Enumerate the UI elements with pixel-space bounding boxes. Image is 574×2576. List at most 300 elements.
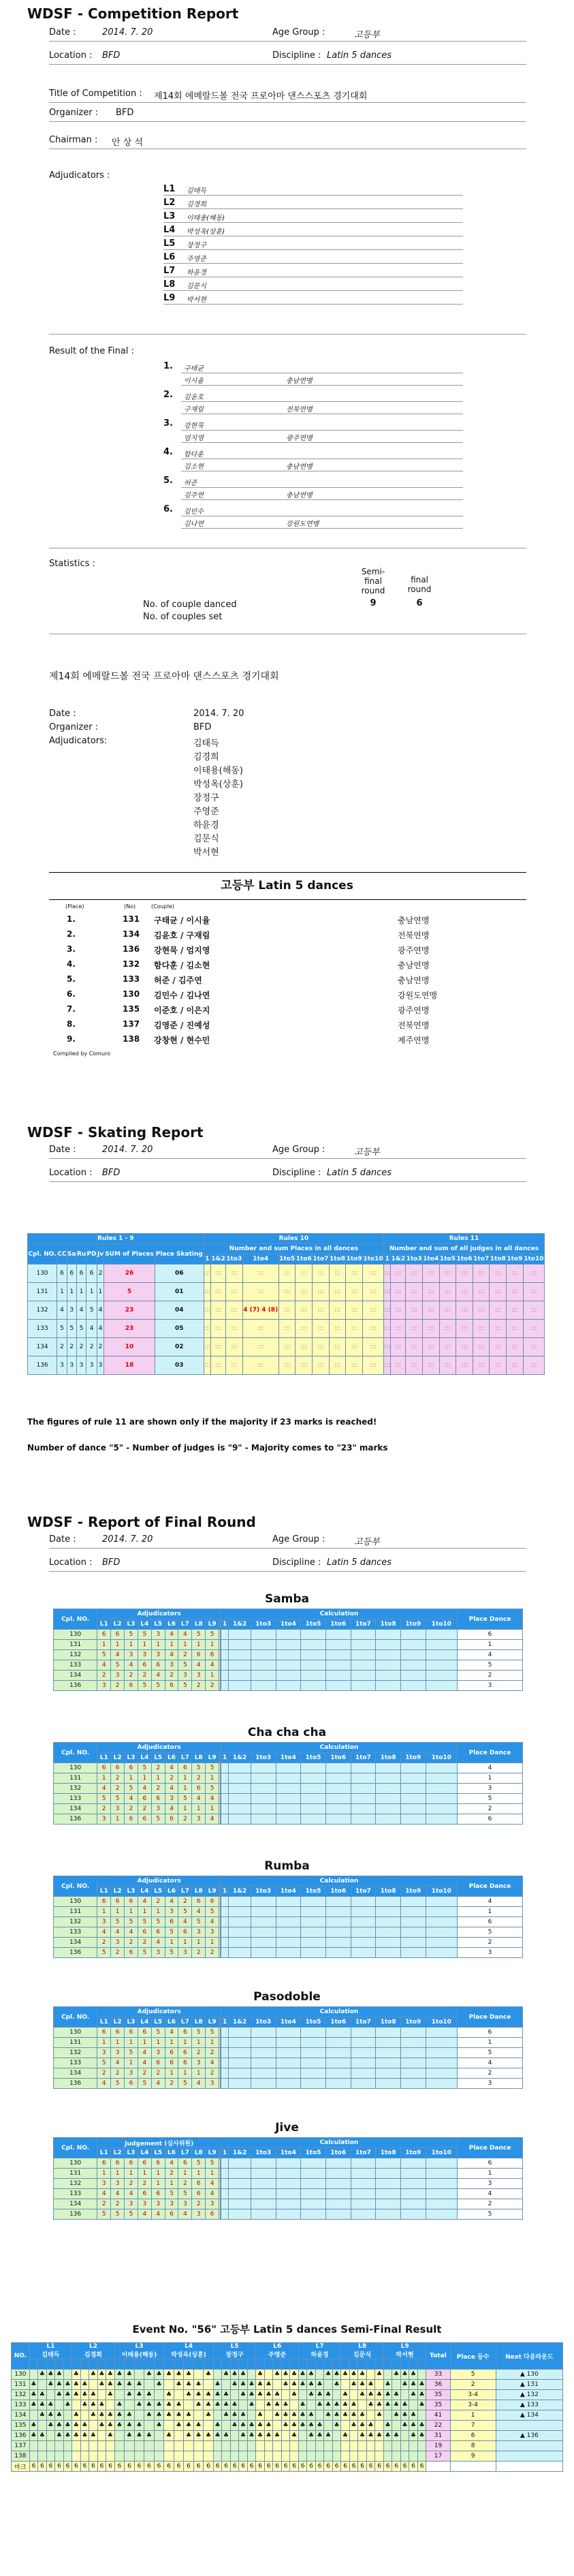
dance-table: [53, 1609, 523, 1691]
semi-footer-count: 6: [247, 2462, 256, 2472]
dance-sub-header: [144, 2359, 155, 2370]
semi-mark: [63, 2441, 72, 2451]
calc-cell: [301, 2189, 326, 2199]
adjudicator-row: [163, 292, 463, 305]
calculation-header: Calculation: [221, 2138, 458, 2148]
semi-mark: ♣: [204, 2400, 214, 2410]
semi-footer-count: 6: [204, 2462, 214, 2472]
rule10-cell: :::: [346, 1301, 363, 1320]
calc-cell: [351, 2189, 376, 2199]
calc-cell: [325, 1907, 351, 1917]
dance-place: 4: [97, 1301, 103, 1320]
calc-cell: [426, 2058, 457, 2068]
semi-mark: ♣: [247, 2421, 256, 2431]
calc-cell: [251, 1948, 276, 1958]
calc-cell: [426, 1794, 457, 1804]
dance-place: 4: [86, 1320, 97, 1338]
semi-mark: [264, 2451, 273, 2462]
place-dance: 6: [457, 1630, 522, 1640]
calc-cell: [276, 1907, 301, 1917]
calc-cell: [301, 1897, 326, 1907]
judge-mark: 2: [206, 2048, 219, 2058]
semi-mark: ♣: [358, 2390, 367, 2400]
semi-mark: ♣: [204, 2431, 214, 2441]
semi-mark: [247, 2441, 256, 2451]
rule10-cell: :::: [296, 1301, 313, 1320]
semi-mark: [134, 2451, 144, 2462]
semi-mark: ♣: [281, 2400, 290, 2410]
total-header: Total: [426, 2343, 450, 2370]
judge-col-header: L4: [138, 1619, 151, 1630]
calc-col-header: 1to9: [400, 2148, 426, 2158]
semi-mark: ♣: [349, 2410, 358, 2421]
calc-cell: [301, 1804, 326, 1814]
dance-sub-header: [63, 2359, 72, 2370]
semi-mark: [154, 2431, 164, 2441]
calc-cell: [229, 1681, 251, 1691]
judge-mark: 5: [111, 1917, 125, 1927]
calc-col-header: 1to5: [439, 1254, 456, 1264]
judge-col-header: L6: [165, 1619, 178, 1630]
semi-mark: ♣: [46, 2421, 55, 2431]
calc-col-header: 1to3: [251, 2148, 276, 2158]
summary-adjudicator: 장정구: [193, 793, 219, 803]
calc-cell: [221, 1640, 229, 1650]
semi-mark: ♣: [417, 2431, 426, 2441]
judge-name: 김문식: [353, 2352, 372, 2359]
calc-col-header: 1to4: [276, 1753, 301, 1763]
judge-mark: 3: [97, 2048, 111, 2058]
judge-mark: 2: [178, 1650, 192, 1660]
competition-report: [0, 0, 574, 906]
semi-mark: ♣: [222, 2370, 231, 2380]
semi-mark: [290, 2451, 299, 2462]
rule10-cell: :::: [362, 1338, 383, 1356]
calc-col-header: 1to3: [251, 2017, 276, 2028]
semi-mark: [281, 2390, 290, 2400]
semi-mark: ♣: [409, 2390, 418, 2400]
judge-mark: 2: [97, 1804, 111, 1814]
semi-mark: ♣: [114, 2370, 125, 2380]
calc-cell: [221, 1814, 229, 1825]
judge-mark: 1: [178, 1938, 192, 1948]
dance-sub-header: [281, 2359, 290, 2370]
calc-cell: [325, 2199, 351, 2209]
result-place: 2.: [163, 390, 173, 400]
calc-cell: [251, 1897, 276, 1907]
cpl-no: 136: [54, 1948, 97, 1958]
rule11-cell: :::: [391, 1320, 406, 1338]
dance-sub-header: [55, 2359, 64, 2370]
calc-cell: [325, 2179, 351, 2189]
dance-place: 3: [67, 1301, 76, 1320]
calc-cell: [301, 2199, 326, 2209]
semi-mark: ♣: [38, 2410, 47, 2421]
judge-mark: 5: [97, 1650, 111, 1660]
calc-col-header: 1&2: [229, 1887, 251, 1897]
rule11-cell: :::: [422, 1283, 439, 1301]
date-label: Date :: [49, 27, 76, 37]
calc-cell: [251, 1938, 276, 1948]
dance-table: [53, 1742, 523, 1825]
semi-mark: [375, 2451, 384, 2462]
rule11-cell: :::: [473, 1320, 490, 1338]
semi-mark: [247, 2370, 256, 2380]
dance-place: 2: [57, 1338, 67, 1356]
judge-mark: 2: [111, 1948, 125, 1958]
judge-mark: 6: [165, 1681, 178, 1691]
semi-next: ▲ 136: [496, 2431, 562, 2441]
semi-mark: [273, 2421, 282, 2431]
semi-footer-count: 6: [366, 2462, 375, 2472]
rule11-cell: :::: [507, 1283, 524, 1301]
calc-cell: [400, 1814, 426, 1825]
judge-mark: 5: [151, 1814, 165, 1825]
judge-mark: 1: [151, 2038, 165, 2048]
rule11-cell: :::: [490, 1356, 507, 1375]
calc-cell: [221, 2209, 229, 2220]
rule10-cell: :::: [296, 1356, 313, 1375]
adjudicator-name: 김문식: [187, 283, 206, 290]
dance-place: 1: [76, 1283, 86, 1301]
judge-header: [72, 2343, 115, 2359]
judge-mark: 3: [138, 2199, 151, 2209]
semi-footer-count: 6: [324, 2462, 333, 2472]
dance-sub-header: [298, 2359, 307, 2370]
dance-sub-header: [97, 2359, 106, 2370]
judge-mark: 5: [178, 2079, 192, 2089]
summary-region: 전북연맹: [398, 931, 430, 940]
semi-mark: [174, 2451, 184, 2462]
calc-cell: [400, 2058, 426, 2068]
dance-sub-header: [307, 2359, 316, 2370]
place-dance: 5: [457, 1794, 522, 1804]
judge-col-header: L6: [165, 1753, 178, 1763]
semi-mark: [409, 2441, 418, 2451]
semi-mark: [63, 2370, 72, 2380]
rule10-cell: :::: [242, 1320, 278, 1338]
semi-mark: ♣: [184, 2380, 194, 2390]
semi-mark: [222, 2441, 231, 2451]
calc-cell: [251, 1917, 276, 1927]
calc-cell: [351, 2199, 376, 2209]
cpl-no: 131: [28, 1283, 57, 1301]
calc-cell: [400, 2048, 426, 2058]
calc-cell: [301, 1671, 326, 1681]
calc-cell: [426, 1814, 457, 1825]
semi-mark: [164, 2380, 174, 2390]
calc-cell: [325, 2068, 351, 2079]
semi-mark: ♣: [324, 2410, 333, 2421]
semi-mark: [213, 2410, 222, 2421]
calc-cell: [426, 1907, 457, 1917]
semi-mark: [38, 2380, 47, 2390]
judge-mark: 4: [206, 1917, 219, 1927]
dance-sub-header: [106, 2359, 115, 2370]
place-skating: 05: [155, 1320, 204, 1338]
semi-mark: [174, 2390, 184, 2400]
judge-col-header: L8: [192, 2148, 206, 2158]
semi-mark: ♣: [213, 2421, 222, 2431]
calc-cell: [351, 2068, 376, 2079]
summary-couple: 구태균 / 이시율: [154, 916, 210, 925]
rule10-cell: :::: [329, 1320, 346, 1338]
semi-footer-count: 6: [213, 2462, 222, 2472]
semi-mark: [383, 2451, 392, 2462]
semi-mark: [290, 2441, 299, 2451]
semi-mark: ♣: [29, 2421, 38, 2431]
rule10-cell: :::: [296, 1320, 313, 1338]
calc-cell: [325, 2079, 351, 2089]
calc-cell: [325, 1671, 351, 1681]
semi-mark: ♣: [134, 2421, 144, 2431]
semi-mark: ♣: [409, 2380, 418, 2390]
dance-place: 1: [86, 1283, 97, 1301]
judge-mark: 5: [125, 1917, 138, 1927]
calc-cell: [251, 2158, 276, 2169]
calc-col-header: 1to9: [400, 1753, 426, 1763]
calc-col-header: 1to10: [426, 1619, 457, 1630]
semi-mark: ♣: [222, 2400, 231, 2410]
dance-sub-header: [383, 2359, 392, 2370]
calc-cell: [229, 1948, 251, 1958]
judge-col-header: L2: [111, 2148, 125, 2158]
semi-mark: [392, 2441, 401, 2451]
semi-mark: [222, 2380, 231, 2390]
rule11-cell: :::: [391, 1338, 406, 1356]
judge-mark: 6: [165, 2058, 178, 2068]
calc-cell: [376, 2199, 401, 2209]
judge-mark: 6: [97, 1630, 111, 1640]
semi-mark: ♣: [106, 2410, 115, 2421]
semi-mark: [46, 2451, 55, 2462]
semi-mark: ♣: [38, 2390, 47, 2400]
semi-mark: ♣: [46, 2410, 55, 2421]
semi-mark: [134, 2370, 144, 2380]
judge-mark: 4: [206, 1794, 219, 1804]
adjudicator-name: 박성옥(상훈): [187, 228, 225, 236]
semi-place: 1: [450, 2410, 496, 2421]
place-skating: 02: [155, 1338, 204, 1356]
judge-mark: 1: [192, 1804, 206, 1814]
semi-mark: ♣: [315, 2380, 324, 2390]
semi-next: ▲ 134: [496, 2410, 562, 2421]
semi-mark: ♣: [55, 2410, 64, 2421]
judge-mark: 2: [192, 1948, 206, 1958]
calc-col-header: 1&2: [229, 2017, 251, 2028]
judge-mark: 5: [192, 1917, 206, 1927]
calc-cell: [276, 1927, 301, 1938]
semi-next: ▲ 132: [496, 2390, 562, 2400]
semi-place: 3-4: [450, 2400, 496, 2410]
cpl-no: 133: [28, 1320, 57, 1338]
place-dance: 3: [457, 1948, 522, 1958]
semi-mark: ♣: [89, 2390, 98, 2400]
rule10-cell: :::: [204, 1264, 210, 1283]
semi-mark: ♣: [55, 2370, 64, 2380]
calc-cell: [351, 1804, 376, 1814]
cpl-no: 130: [28, 1264, 57, 1283]
semi-mark: [230, 2441, 239, 2451]
judge-mark: 4: [111, 1650, 125, 1660]
calc-cell: [325, 1784, 351, 1794]
judge-mark: 2: [192, 1773, 206, 1784]
adjudicator-row: [163, 223, 463, 236]
calc-cell: [351, 2048, 376, 2058]
judge-mark: 2: [165, 2079, 178, 2089]
judge-mark: 3: [125, 2199, 138, 2209]
dance-table: [53, 1876, 523, 1958]
calc-cell: [400, 1681, 426, 1691]
semi-total: 17: [426, 2451, 450, 2462]
semi-mark: ♣: [97, 2421, 106, 2431]
calc-cell: [221, 2179, 229, 2189]
judge-code: L5: [230, 2343, 239, 2350]
place-dance: 6: [457, 2158, 522, 2169]
semi-mark: ♣: [392, 2390, 401, 2400]
semi-mark: [332, 2431, 341, 2441]
semi-footer-count: 6: [55, 2462, 64, 2472]
judge-mark: 3: [111, 2048, 125, 2058]
result-label: Result of the Final :: [49, 346, 134, 356]
calc-cell: [376, 1927, 401, 1938]
calc-col-header: 1to4: [242, 1254, 278, 1264]
adjudicator-name: 김경희: [187, 201, 206, 208]
semi-footer-empty: [450, 2462, 496, 2472]
semi-mark: ♣: [106, 2421, 115, 2431]
place-dance-header: Place Dance: [457, 1876, 522, 1897]
dance-place: 5: [67, 1320, 76, 1338]
calc-cell: [426, 1784, 457, 1794]
semi-mark: [114, 2451, 125, 2462]
semi-mark: ♣: [204, 2370, 214, 2380]
calc-cell: [351, 1773, 376, 1784]
calc-cell: [221, 2199, 229, 2209]
semi-mark: ♣: [366, 2380, 375, 2390]
calc-cell: [301, 2179, 326, 2189]
adjudicator-code: L7: [163, 266, 176, 276]
calc-cell: [276, 2199, 301, 2209]
rule11-cell: :::: [456, 1338, 473, 1356]
place-dance-header: Place Dance: [457, 2138, 522, 2158]
result-row: [163, 447, 463, 474]
semi-footer-count: 6: [174, 2462, 184, 2472]
cpl-no: 132: [54, 1650, 97, 1660]
semi-mark: [332, 2451, 341, 2462]
calc-cell: [221, 1681, 229, 1691]
semi-mark: ♣: [193, 2390, 204, 2400]
semi-no: 130: [12, 2370, 30, 2380]
judge-mark: 3: [125, 2068, 138, 2079]
summary-adjudicators-label: Adjudicators:: [49, 736, 108, 746]
judge-name: 김경희: [84, 2352, 103, 2359]
judge-mark: 5: [192, 2158, 206, 2169]
semi-mark: [341, 2421, 350, 2431]
calc-cell: [400, 1907, 426, 1917]
calc-cell: [229, 2079, 251, 2089]
summary-couple: 김영준 / 진예성: [154, 1021, 210, 1030]
semi-place: 2: [450, 2380, 496, 2390]
judge-mark: 2: [97, 1671, 111, 1681]
semi-mark: [264, 2370, 273, 2380]
judge-col-header: L9: [206, 1753, 219, 1763]
rule10-cell: :::: [313, 1301, 330, 1320]
judge-mark: 4: [165, 1650, 178, 1660]
dance-name: Pasodoble: [253, 1990, 321, 2004]
semi-mark: ♣: [417, 2400, 426, 2410]
dance-sub-header: [332, 2359, 341, 2370]
judge-mark: 1: [165, 2068, 178, 2079]
calc-cell: [376, 2058, 401, 2068]
semi-mark: [281, 2431, 290, 2441]
judge-mark: 4: [192, 2079, 206, 2089]
rule11-cell: :::: [473, 1301, 490, 1320]
summary-region: 강원도연맹: [398, 991, 437, 1000]
dance-col-header: Ru: [76, 1244, 86, 1264]
calc-cell: [325, 2158, 351, 2169]
rule10-cell: :::: [226, 1320, 243, 1338]
judge-mark: 6: [165, 1917, 178, 1927]
semi-place: 8: [450, 2441, 496, 2451]
dance-place: 1: [97, 1283, 103, 1301]
judge-name: 박서현: [396, 2352, 414, 2359]
result-row: [163, 418, 463, 446]
judge-header: [298, 2343, 341, 2359]
judge-mark: 2: [151, 1784, 165, 1794]
dance-sub-header: [349, 2359, 358, 2370]
rule11-cell: :::: [384, 1283, 391, 1301]
semi-mark: ♣: [256, 2390, 265, 2400]
semi-footer-count: 6: [184, 2462, 194, 2472]
semi-mark: [80, 2451, 89, 2462]
judge-mark: 1: [151, 2179, 165, 2189]
semi-mark: [80, 2410, 89, 2421]
calc-cell: [221, 1927, 229, 1938]
rule10-cell: :::: [346, 1356, 363, 1375]
judge-mark: 4: [138, 2048, 151, 2058]
judge-mark: 6: [125, 1948, 138, 1958]
judge-mark: 4: [97, 2189, 111, 2199]
final-title: WDSF - Report of Final Round: [27, 1514, 256, 1530]
rule11-cell: :::: [439, 1338, 456, 1356]
calc-cell: [351, 1650, 376, 1660]
calc-col-header: 1to5: [278, 1254, 296, 1264]
calc-cell: [351, 1784, 376, 1794]
judge-mark: 1: [192, 2169, 206, 2179]
result-place: 6.: [163, 504, 173, 514]
judge-mark: 6: [125, 2028, 138, 2038]
calc-col-header: 1to4: [422, 1254, 439, 1264]
judge-mark: 2: [138, 1804, 151, 1814]
semi-mark: [409, 2400, 418, 2410]
calc-cell: [376, 1671, 401, 1681]
semi-mark: [184, 2441, 194, 2451]
semi-mark: ♣: [366, 2400, 375, 2410]
semi-mark: [230, 2431, 239, 2441]
rule10-cell: :::: [226, 1283, 243, 1301]
judge-mark: 6: [111, 1763, 125, 1773]
rule10-cell: :::: [346, 1283, 363, 1301]
summary-couple: 함다훈 / 김소현: [154, 961, 210, 970]
semi-mark: ♣: [307, 2390, 316, 2400]
calc-col-header: 1to10: [426, 1753, 457, 1763]
judge-mark: 3: [192, 1927, 206, 1938]
calc-cell: [351, 2179, 376, 2189]
calc-cell: [221, 2058, 229, 2068]
calc-cell: [221, 1948, 229, 1958]
calc-col-header: 1to6: [325, 2148, 351, 2158]
semi-mark: [383, 2410, 392, 2421]
